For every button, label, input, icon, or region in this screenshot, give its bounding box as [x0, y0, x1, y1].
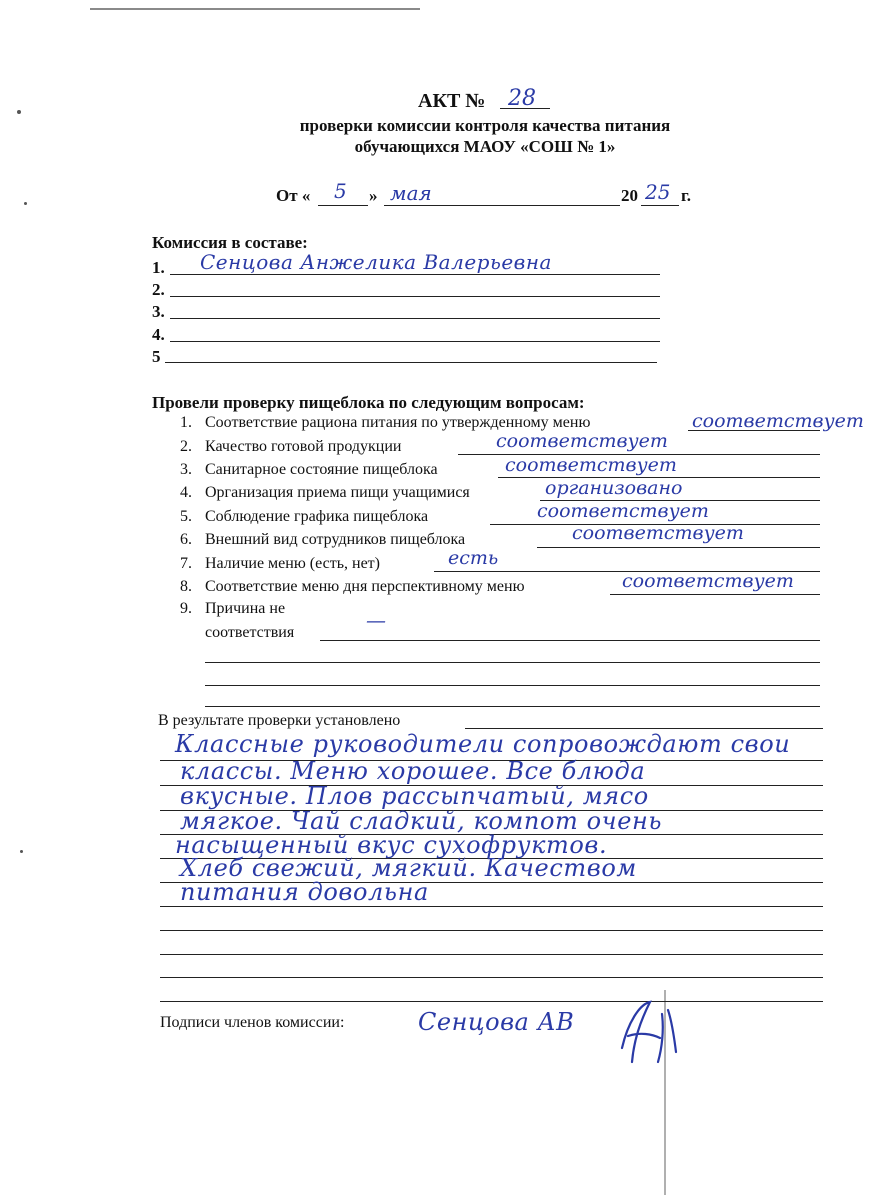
question-number: 7.: [180, 555, 192, 572]
act-subtitle: проверки комиссии контроля качества питания: [299, 116, 671, 135]
member-line: [170, 318, 660, 319]
question-answer: соответствует: [622, 570, 794, 592]
date-month: мая: [390, 181, 432, 205]
question-label: Наличие меню (есть, нет): [205, 555, 380, 572]
member-name: Сенцова Анжелика Валерьевна: [200, 250, 552, 274]
result-text-line: Классные руководители сопровождают свои: [175, 730, 791, 758]
question-label: Причина не: [205, 600, 286, 617]
answer-line: [537, 547, 820, 548]
result-text-line: насыщенный вкус сухофруктов.: [175, 831, 608, 859]
act-subtitle-school: обучающихся МАОУ «СОШ № 1»: [354, 137, 616, 156]
member-number: 1.: [152, 258, 165, 277]
date-year-end: г.: [681, 186, 692, 205]
question-label: Соблюдение графика пищеблока: [205, 508, 429, 525]
act-title-label: АКТ №: [418, 90, 486, 112]
scan-dot: [24, 202, 27, 205]
question-number: 6.: [180, 531, 192, 548]
result-text-line: мягкое. Чай сладкий, компот очень: [180, 807, 663, 835]
result-text-line: Хлеб свежий, мягкий. Качеством: [180, 854, 637, 882]
result-text-line: вкусные. Плов рассыпчатый, мясо: [180, 782, 649, 810]
question-number: 4.: [180, 484, 192, 501]
signature-scribble: [610, 992, 690, 1072]
member-line: [165, 362, 657, 363]
result-text-line: классы. Меню хорошее. Все блюда: [180, 757, 646, 785]
member-number: 2.: [152, 280, 165, 299]
question-answer: соответствует: [496, 430, 668, 452]
question-number: 3.: [180, 461, 192, 478]
date-prefix: От «: [276, 186, 311, 205]
member-line: [170, 296, 660, 297]
question-number: 1.: [180, 414, 192, 431]
member-line: [170, 274, 660, 275]
date-year-underline: [641, 205, 679, 206]
inspection-heading: Провели проверку пищеблока по следующим вопросам:: [152, 393, 585, 412]
act-number: 28: [508, 86, 536, 111]
scan-edge-line: [90, 8, 420, 10]
commission-heading: Комиссия в составе:: [152, 233, 308, 252]
answer-line: [205, 662, 820, 663]
date-quote-close: »: [369, 186, 378, 205]
question-answer: соответствует: [537, 500, 709, 522]
question-label: Внешний вид сотрудников пищеблока: [205, 531, 466, 548]
answer-line: [205, 706, 820, 707]
question-answer: есть: [448, 547, 499, 569]
question-number: 8.: [180, 578, 192, 595]
date-month-underline: [384, 205, 620, 206]
date-day: 5: [334, 179, 347, 203]
act-number-underline: [500, 108, 550, 109]
result-heading-line: [465, 728, 823, 729]
member-number: 4.: [152, 325, 165, 344]
member-number: 5: [152, 347, 161, 366]
date-year-suffix: 25: [645, 180, 671, 204]
result-heading: В результате проверки установлено: [158, 712, 401, 729]
answer-line: [205, 685, 820, 686]
question-label: соответствия: [205, 624, 295, 641]
question-number: 9.: [180, 600, 192, 617]
question-number: 5.: [180, 508, 192, 525]
result-line: [160, 930, 823, 931]
result-line: [160, 1001, 823, 1002]
question-answer: соответствует: [505, 454, 677, 476]
signature-entry: Сенцова АВ: [418, 1008, 575, 1036]
date-day-underline: [318, 205, 368, 206]
result-text-line: питания довольна: [180, 878, 429, 906]
question-answer: организовано: [545, 477, 683, 499]
answer-line: [610, 594, 820, 595]
question-number: 2.: [180, 438, 192, 455]
result-line: [160, 954, 823, 955]
date-year-prefix: 20: [621, 186, 638, 205]
member-number: 3.: [152, 302, 165, 321]
question-label: Качество готовой продукции: [205, 438, 402, 455]
member-line: [170, 341, 660, 342]
question-answer: соответствует: [692, 410, 864, 432]
question-answer: —: [366, 608, 386, 632]
scan-dot: [20, 850, 23, 853]
result-line: [160, 906, 823, 907]
question-label: Организация приема пищи учащимися: [205, 484, 470, 501]
question-label: Соответствие меню дня перспективному меню: [205, 578, 525, 595]
question-label: Санитарное состояние пищеблока: [205, 461, 438, 478]
scan-dot: [17, 110, 21, 114]
question-answer: соответствует: [572, 522, 744, 544]
answer-line: [320, 640, 820, 641]
signatures-label: Подписи членов комиссии:: [160, 1014, 345, 1031]
question-label: Соответствие рациона питания по утвержденному меню: [205, 414, 591, 431]
result-line: [160, 977, 823, 978]
